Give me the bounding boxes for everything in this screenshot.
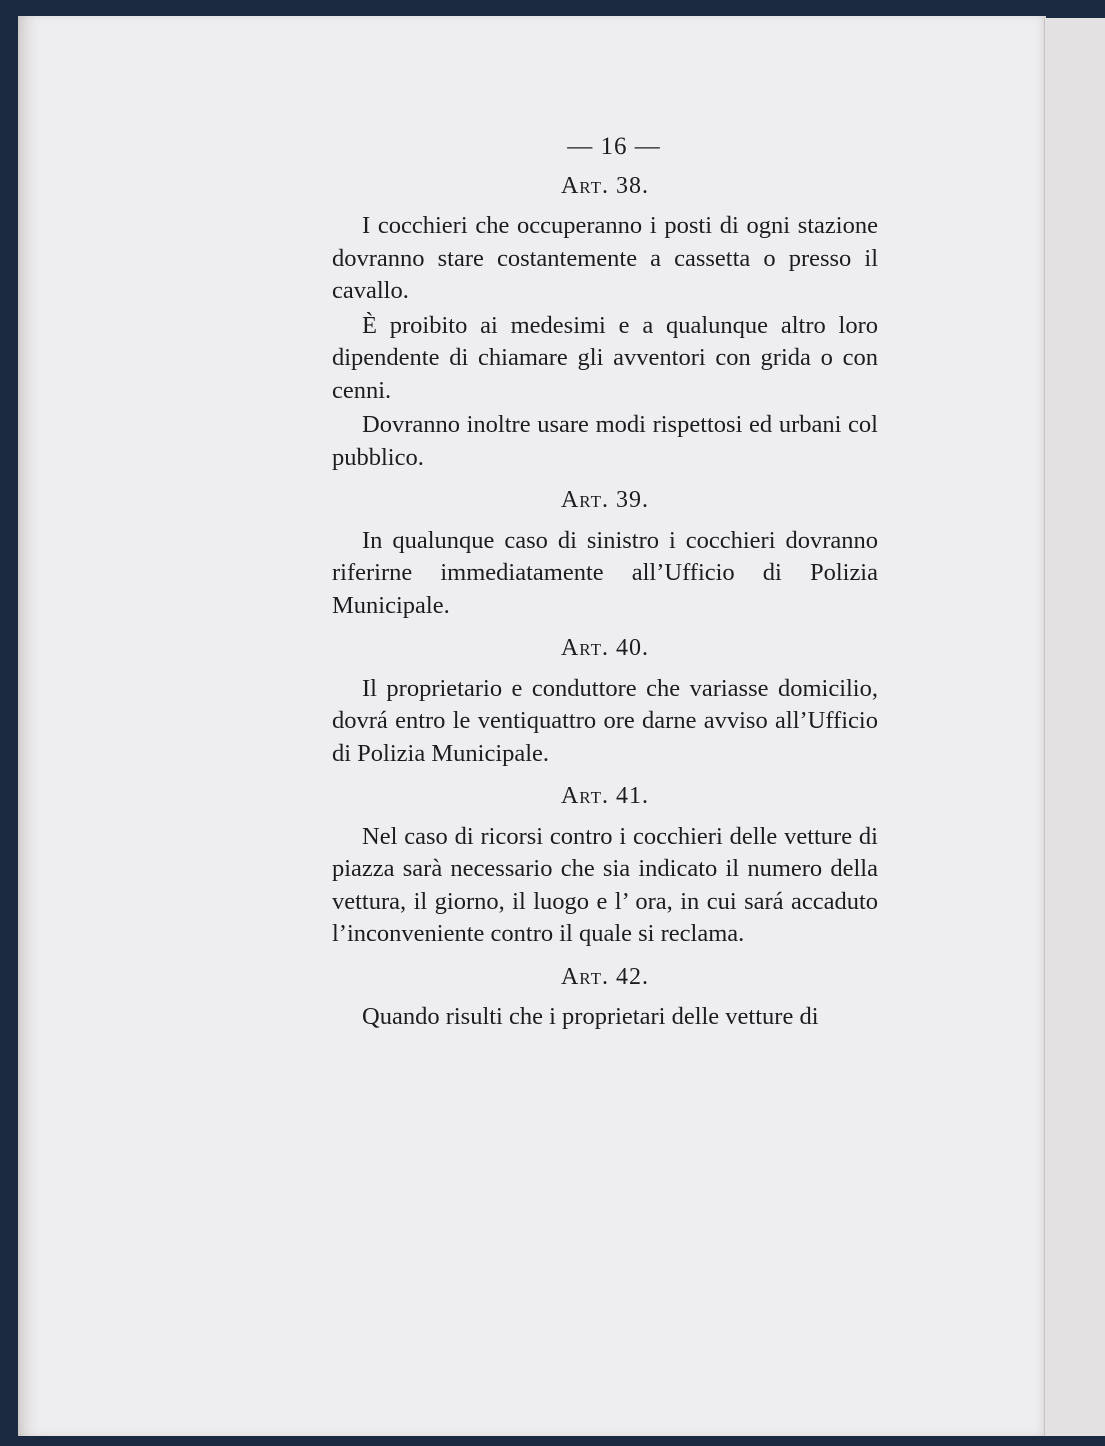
article-paragraph: Quando risulti che i proprietari delle vetture di [362, 1003, 819, 1030]
article-paragraph: È proibito ai medesimi e a qualunque altro loro dipendente di chiamare gli avventori con grida o con cenni. [332, 311, 878, 404]
text-column [332, 131, 878, 1044]
article-40 [332, 632, 878, 770]
article-paragraph: Nel caso di ricorsi contro i cocchieri delle vetture di piazza sarà necessario che sia indicato il numero della vettura, il giorno, il luogo e l’ ora, in cui sará accaduto l’inconveniente contro il quale si reclama. [332, 822, 878, 947]
article-41 [332, 780, 878, 951]
article-paragraph: Il proprietario e conduttore che variasse domicilio, dovrá entro le ventiquattro ore darne avviso all’Ufficio di Polizia Municipale. [332, 674, 878, 767]
article-paragraph: Dovranno inoltre usare modi rispettosi ed urbani col pubblico. [332, 411, 878, 471]
page-number: — 16 — [567, 133, 661, 160]
article-39 [332, 484, 878, 622]
article-paragraph: I cocchieri che occuperanno i posti di ogni stazione dovranno stare costantemente a cassetta o presso il cavallo. [332, 212, 878, 304]
article-heading: Art. 41. [560, 783, 650, 809]
article-38 [332, 170, 878, 475]
adjacent-page-edge [1044, 18, 1105, 1436]
article-heading: Art. 40. [560, 635, 650, 661]
article-42 [332, 961, 878, 1034]
article-heading: Art. 39. [560, 487, 650, 513]
article-paragraph: In qualunque caso di sinistro i cocchieri dovranno riferirne immediatamente all’Ufficio di Polizia Municipale. [332, 526, 878, 619]
article-heading: Art. 42. [560, 963, 650, 990]
article-heading: Art. 38. [560, 172, 650, 199]
